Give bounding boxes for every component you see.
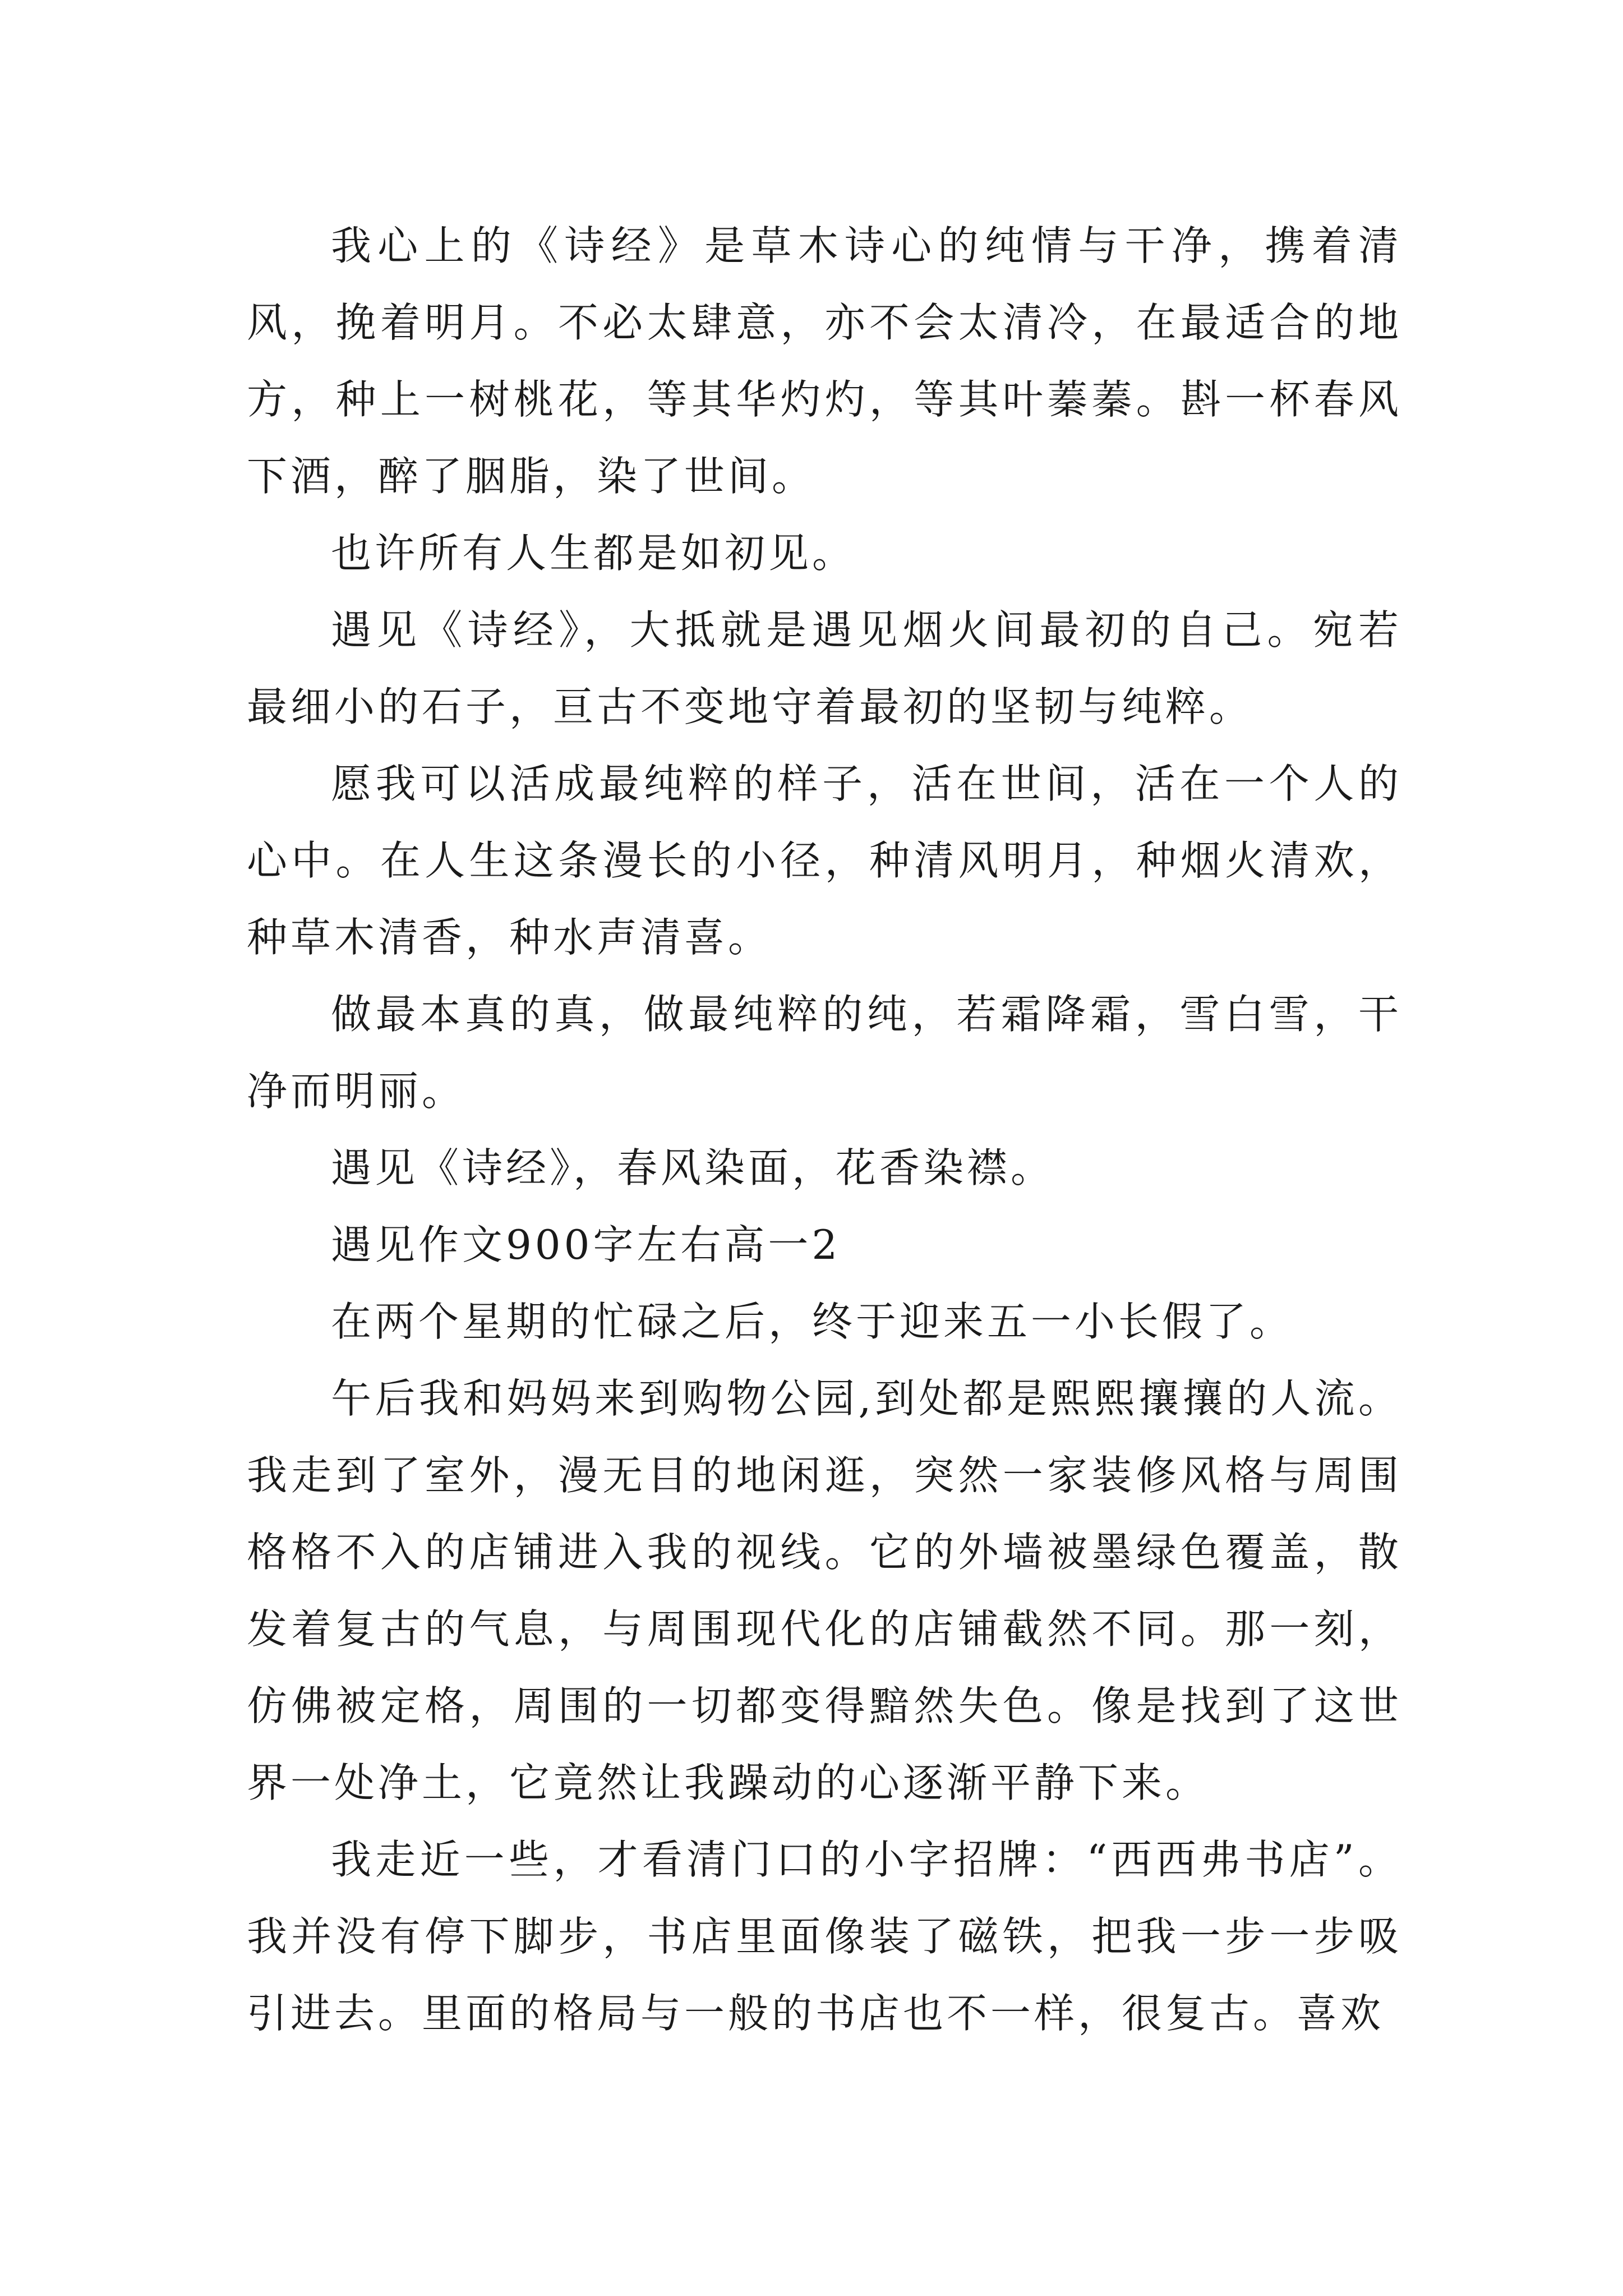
- paragraph-6: 遇见《诗经》，春风染面，花香染襟。: [331, 1144, 1055, 1191]
- body-text: [247, 208, 1402, 2052]
- paragraph-9: 午后我和妈妈来到购物公园,到处都是熙熙攘攘的人流。我走到了室外，漫无目的地闲逛，突然一家装修风格与周围格格不入的店铺进入我的视线。它的外墙被墨绿色覆盖，散发着复古的气息，与周围现代化的店铺截然不同。那一刻，仿佛被定格，周围的一切都变得黯然失色。像是找到了这世界一处净土，它竟然让我躁动的心逐渐平静下来。: [247, 1375, 1402, 1806]
- paragraph-4: 愿我可以活成最纯粹的样子，活在世间，活在一个人的心中。在人生这条漫长的小径，种清风明月，种烟火清欢，种草木清香，种水声清喜。: [247, 760, 1402, 961]
- paragraph-5: 做最本真的真，做最纯粹的纯，若霜降霜，雪白雪，干净而明丽。: [247, 991, 1402, 1115]
- paragraph-8: 在两个星期的忙碌之后，终于迎来五一小长假了。: [331, 1298, 1294, 1345]
- paragraph-1: 我心上的《诗经》是草木诗心的纯情与干净，携着清风，挽着明月。不必太肆意，亦不会太清冷，在最适合的地方，种上一树桃花，等其华灼灼，等其叶蓁蓁。斟一杯春风下酒，醉了胭脂，染了世间。: [247, 222, 1402, 500]
- paragraph-3: 遇见《诗经》，大抵就是遇见烟火间最初的自己。宛若最细小的石子，亘古不变地守着最初的坚韧与纯粹。: [247, 606, 1402, 730]
- paragraph-10: 我走近一些，才看清门口的小字招牌：“西西弗书店”。我并没有停下脚步，书店里面像装了磁铁，把我一步一步吸引进去。里面的格局与一般的书店也不一样，很复古。喜欢: [247, 1836, 1402, 2037]
- section-heading: 遇见作文900字左右高一2: [331, 1221, 841, 1268]
- paragraph-2: 也许所有人生都是如初见。: [331, 530, 856, 577]
